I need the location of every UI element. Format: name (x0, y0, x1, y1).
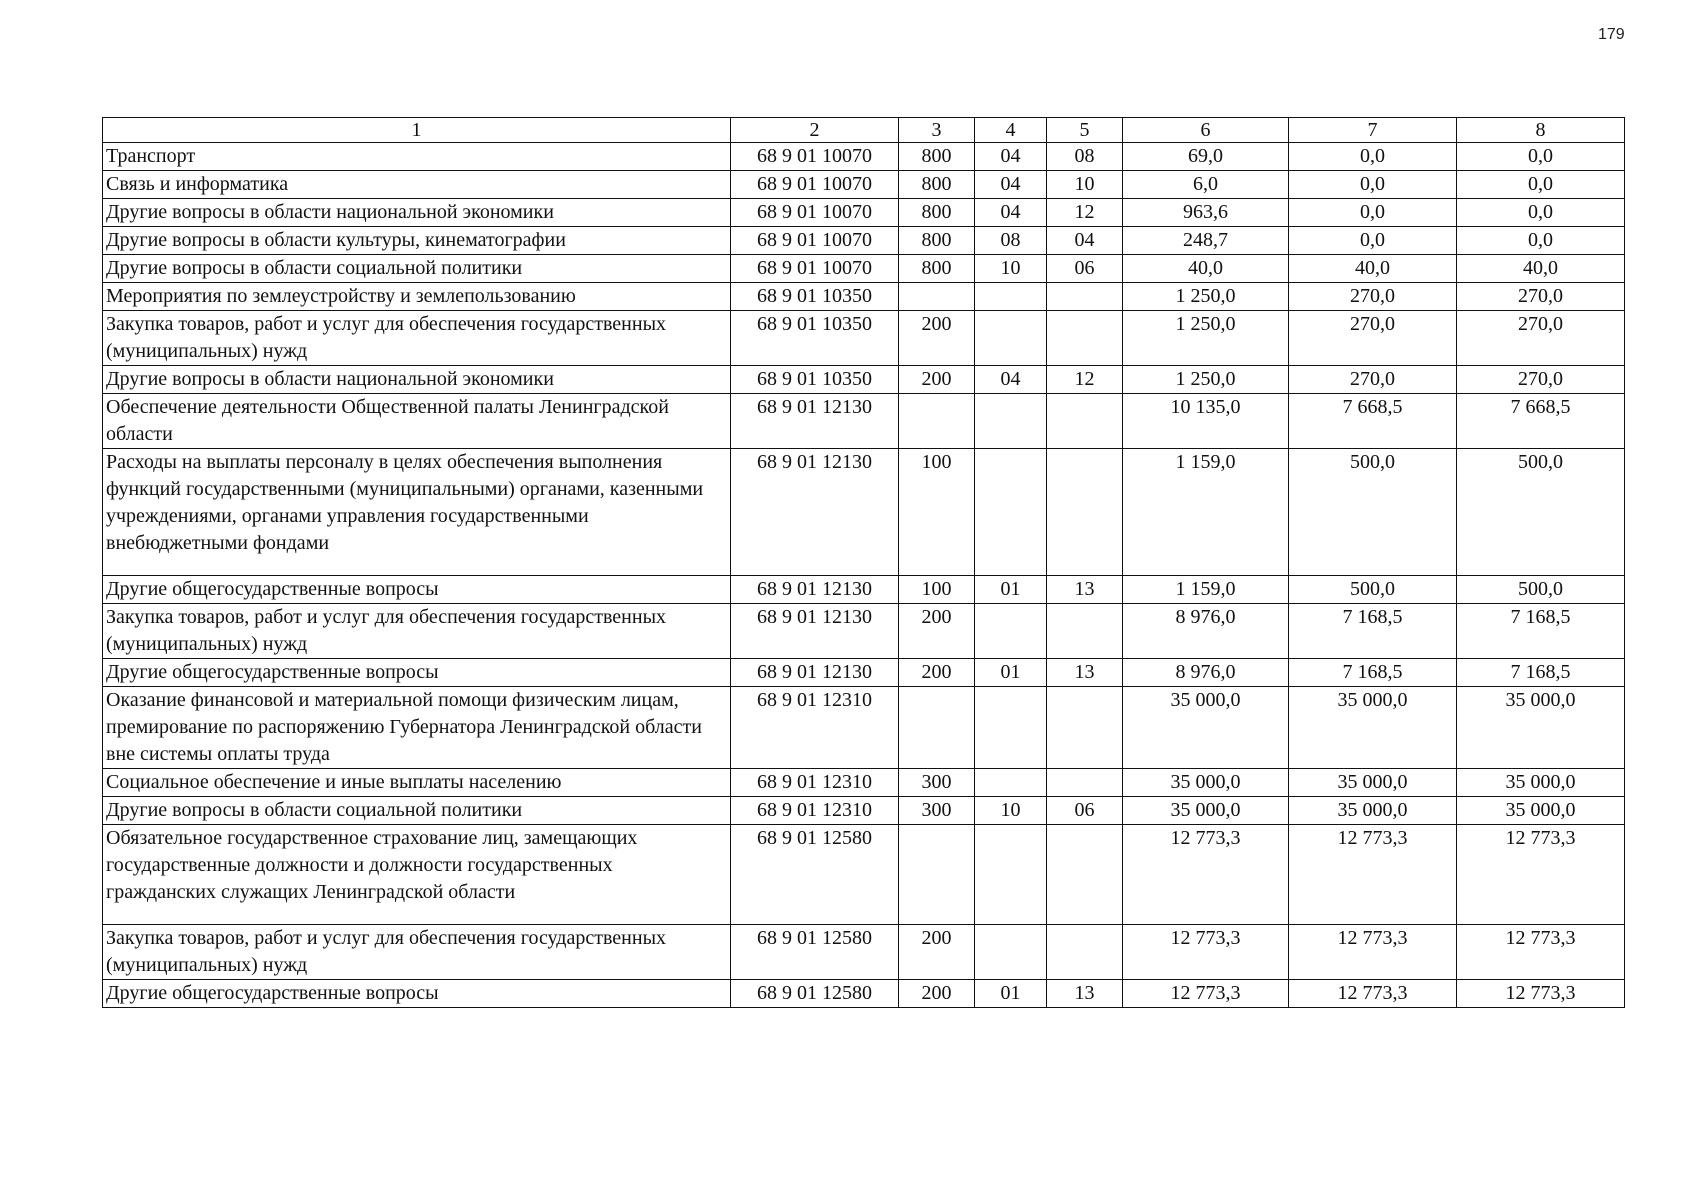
column-header: 4 (975, 118, 1047, 143)
amount-col-7: 12 773,3 (1289, 980, 1457, 1008)
section-code: 04 (975, 171, 1047, 199)
subsection-code: 12 (1047, 366, 1123, 394)
subsection-code (1047, 925, 1123, 980)
amount-col-6: 35 000,0 (1123, 769, 1289, 797)
subsection-code (1047, 769, 1123, 797)
expense-item-name: Обеспечение деятельности Общественной палаты Ленинградской области (103, 394, 731, 449)
amount-col-8: 7 168,5 (1457, 604, 1625, 659)
amount-col-8: 12 773,3 (1457, 925, 1625, 980)
amount-col-7: 7 168,5 (1289, 604, 1457, 659)
column-header: 8 (1457, 118, 1625, 143)
section-code: 01 (975, 659, 1047, 687)
expense-item-name: Другие вопросы в области социальной политики (103, 797, 731, 825)
section-code: 10 (975, 797, 1047, 825)
amount-col-6: 35 000,0 (1123, 687, 1289, 769)
expense-type-code: 800 (899, 199, 975, 227)
amount-col-6: 1 250,0 (1123, 283, 1289, 311)
target-article-code: 68 9 01 10070 (731, 171, 899, 199)
target-article-code: 68 9 01 12130 (731, 604, 899, 659)
amount-col-8: 0,0 (1457, 143, 1625, 171)
column-header: 3 (899, 118, 975, 143)
amount-col-6: 1 250,0 (1123, 311, 1289, 366)
expense-item-name: Другие вопросы в области социальной политики (103, 255, 731, 283)
table-row (103, 366, 1625, 394)
expense-type-code: 200 (899, 366, 975, 394)
table-row (103, 769, 1625, 797)
amount-col-7: 500,0 (1289, 576, 1457, 604)
expense-type-code (899, 394, 975, 449)
expense-item-name: Мероприятия по землеустройству и землепользованию (103, 283, 731, 311)
target-article-code: 68 9 01 12310 (731, 687, 899, 769)
amount-col-7: 35 000,0 (1289, 769, 1457, 797)
amount-col-6: 248,7 (1123, 227, 1289, 255)
amount-col-6: 8 976,0 (1123, 659, 1289, 687)
amount-col-6: 35 000,0 (1123, 797, 1289, 825)
amount-col-8: 0,0 (1457, 199, 1625, 227)
subsection-code (1047, 825, 1123, 925)
subsection-code: 13 (1047, 980, 1123, 1008)
target-article-code: 68 9 01 10070 (731, 255, 899, 283)
section-code (975, 769, 1047, 797)
amount-col-8: 270,0 (1457, 311, 1625, 366)
amount-col-8: 12 773,3 (1457, 980, 1625, 1008)
expense-item-name: Оказание финансовой и материальной помощи физическим лицам, премирование по распоряжению Губернатора Ленинградской области вне системы оплаты труда (103, 687, 731, 769)
amount-col-7: 270,0 (1289, 311, 1457, 366)
section-code (975, 925, 1047, 980)
amount-col-6: 6,0 (1123, 171, 1289, 199)
subsection-code (1047, 449, 1123, 576)
amount-col-6: 1 159,0 (1123, 449, 1289, 576)
amount-col-8: 270,0 (1457, 283, 1625, 311)
expense-type-code (899, 825, 975, 925)
table-row (103, 659, 1625, 687)
expense-item-name: Другие вопросы в области национальной экономики (103, 366, 731, 394)
section-code: 04 (975, 366, 1047, 394)
expense-type-code: 800 (899, 255, 975, 283)
amount-col-7: 270,0 (1289, 366, 1457, 394)
expense-type-code: 200 (899, 311, 975, 366)
section-code (975, 394, 1047, 449)
amount-col-7: 0,0 (1289, 227, 1457, 255)
amount-col-8: 12 773,3 (1457, 825, 1625, 925)
expense-type-code: 100 (899, 576, 975, 604)
amount-col-7: 0,0 (1289, 199, 1457, 227)
amount-col-7: 40,0 (1289, 255, 1457, 283)
amount-col-7: 7 668,5 (1289, 394, 1457, 449)
expense-type-code: 200 (899, 604, 975, 659)
expense-item-name: Другие вопросы в области культуры, кинематографии (103, 227, 731, 255)
amount-col-8: 35 000,0 (1457, 687, 1625, 769)
table-row (103, 449, 1625, 576)
expense-item-name: Закупка товаров, работ и услуг для обеспечения государственных (муниципальных) нужд (103, 925, 731, 980)
amount-col-6: 8 976,0 (1123, 604, 1289, 659)
amount-col-8: 500,0 (1457, 576, 1625, 604)
amount-col-6: 10 135,0 (1123, 394, 1289, 449)
target-article-code: 68 9 01 12580 (731, 825, 899, 925)
target-article-code: 68 9 01 10350 (731, 311, 899, 366)
table-row (103, 171, 1625, 199)
target-article-code: 68 9 01 12310 (731, 769, 899, 797)
amount-col-7: 12 773,3 (1289, 825, 1457, 925)
section-code: 10 (975, 255, 1047, 283)
amount-col-6: 40,0 (1123, 255, 1289, 283)
target-article-code: 68 9 01 12130 (731, 449, 899, 576)
column-header: 6 (1123, 118, 1289, 143)
amount-col-7: 0,0 (1289, 171, 1457, 199)
expense-type-code: 300 (899, 797, 975, 825)
target-article-code: 68 9 01 10070 (731, 227, 899, 255)
amount-col-8: 40,0 (1457, 255, 1625, 283)
amount-col-8: 0,0 (1457, 171, 1625, 199)
target-article-code: 68 9 01 12130 (731, 394, 899, 449)
subsection-code (1047, 604, 1123, 659)
amount-col-6: 12 773,3 (1123, 980, 1289, 1008)
expense-item-name: Другие вопросы в области национальной экономики (103, 199, 731, 227)
amount-col-8: 270,0 (1457, 366, 1625, 394)
column-header: 1 (103, 118, 731, 143)
table-row (103, 255, 1625, 283)
expense-item-name: Другие общегосударственные вопросы (103, 980, 731, 1008)
target-article-code: 68 9 01 12580 (731, 925, 899, 980)
section-code: 01 (975, 576, 1047, 604)
target-article-code: 68 9 01 10070 (731, 199, 899, 227)
expense-type-code (899, 283, 975, 311)
amount-col-7: 0,0 (1289, 143, 1457, 171)
expense-type-code: 200 (899, 659, 975, 687)
subsection-code: 08 (1047, 143, 1123, 171)
table-row (103, 311, 1625, 366)
expense-item-name: Обязательное государственное страхование лиц, замещающих государственные должности и должности государственных гражданских служащих Ленинградской области (103, 825, 731, 925)
target-article-code: 68 9 01 12310 (731, 797, 899, 825)
expense-type-code: 800 (899, 227, 975, 255)
subsection-code: 04 (1047, 227, 1123, 255)
expense-type-code: 200 (899, 925, 975, 980)
table-row (103, 199, 1625, 227)
expense-item-name: Связь и информатика (103, 171, 731, 199)
column-header: 7 (1289, 118, 1457, 143)
subsection-code (1047, 311, 1123, 366)
amount-col-8: 35 000,0 (1457, 769, 1625, 797)
amount-col-7: 270,0 (1289, 283, 1457, 311)
amount-col-8: 500,0 (1457, 449, 1625, 576)
amount-col-6: 963,6 (1123, 199, 1289, 227)
amount-col-8: 0,0 (1457, 227, 1625, 255)
expense-type-code (899, 687, 975, 769)
table-row (103, 604, 1625, 659)
target-article-code: 68 9 01 12130 (731, 576, 899, 604)
expense-type-code: 800 (899, 143, 975, 171)
table-row (103, 825, 1625, 925)
page-number: 179 (1598, 26, 1625, 43)
expense-item-name: Закупка товаров, работ и услуг для обеспечения государственных (муниципальных) нужд (103, 604, 731, 659)
table-row (103, 576, 1625, 604)
target-article-code: 68 9 01 10350 (731, 283, 899, 311)
subsection-code (1047, 283, 1123, 311)
budget-table (102, 117, 1625, 1008)
table-row (103, 283, 1625, 311)
table-row (103, 227, 1625, 255)
section-code (975, 283, 1047, 311)
amount-col-6: 12 773,3 (1123, 925, 1289, 980)
amount-col-8: 35 000,0 (1457, 797, 1625, 825)
target-article-code: 68 9 01 12130 (731, 659, 899, 687)
section-code (975, 825, 1047, 925)
amount-col-7: 35 000,0 (1289, 687, 1457, 769)
column-header: 5 (1047, 118, 1123, 143)
section-code: 01 (975, 980, 1047, 1008)
expense-type-code: 800 (899, 171, 975, 199)
section-code (975, 449, 1047, 576)
expense-item-name: Другие общегосударственные вопросы (103, 576, 731, 604)
section-code: 04 (975, 143, 1047, 171)
table-row (103, 925, 1625, 980)
amount-col-6: 1 250,0 (1123, 366, 1289, 394)
table-row (103, 980, 1625, 1008)
expense-item-name: Транспорт (103, 143, 731, 171)
subsection-code: 06 (1047, 797, 1123, 825)
target-article-code: 68 9 01 10350 (731, 366, 899, 394)
column-header: 2 (731, 118, 899, 143)
amount-col-7: 500,0 (1289, 449, 1457, 576)
section-code: 08 (975, 227, 1047, 255)
amount-col-8: 7 168,5 (1457, 659, 1625, 687)
expense-item-name: Расходы на выплаты персоналу в целях обеспечения выполнения функций государственными (муниципальными) органами, казенными учреждениями, органами управления государственными внебюджетными фондами (103, 449, 731, 576)
expense-item-name: Другие общегосударственные вопросы (103, 659, 731, 687)
target-article-code: 68 9 01 12580 (731, 980, 899, 1008)
table-row (103, 394, 1625, 449)
section-code (975, 687, 1047, 769)
expense-type-code: 300 (899, 769, 975, 797)
table-row (103, 143, 1625, 171)
amount-col-8: 7 668,5 (1457, 394, 1625, 449)
target-article-code: 68 9 01 10070 (731, 143, 899, 171)
amount-col-6: 1 159,0 (1123, 576, 1289, 604)
amount-col-7: 7 168,5 (1289, 659, 1457, 687)
expense-item-name: Социальное обеспечение и иные выплаты населению (103, 769, 731, 797)
section-code (975, 604, 1047, 659)
subsection-code: 06 (1047, 255, 1123, 283)
section-code (975, 311, 1047, 366)
amount-col-6: 12 773,3 (1123, 825, 1289, 925)
subsection-code: 13 (1047, 576, 1123, 604)
subsection-code (1047, 394, 1123, 449)
table-body (103, 143, 1625, 1008)
subsection-code: 10 (1047, 171, 1123, 199)
table-row (103, 797, 1625, 825)
section-code: 04 (975, 199, 1047, 227)
amount-col-7: 35 000,0 (1289, 797, 1457, 825)
amount-col-7: 12 773,3 (1289, 925, 1457, 980)
column-number-row (103, 118, 1625, 143)
expense-type-code: 200 (899, 980, 975, 1008)
expense-item-name: Закупка товаров, работ и услуг для обеспечения государственных (муниципальных) нужд (103, 311, 731, 366)
expense-type-code: 100 (899, 449, 975, 576)
subsection-code: 13 (1047, 659, 1123, 687)
table-row (103, 687, 1625, 769)
subsection-code (1047, 687, 1123, 769)
subsection-code: 12 (1047, 199, 1123, 227)
amount-col-6: 69,0 (1123, 143, 1289, 171)
